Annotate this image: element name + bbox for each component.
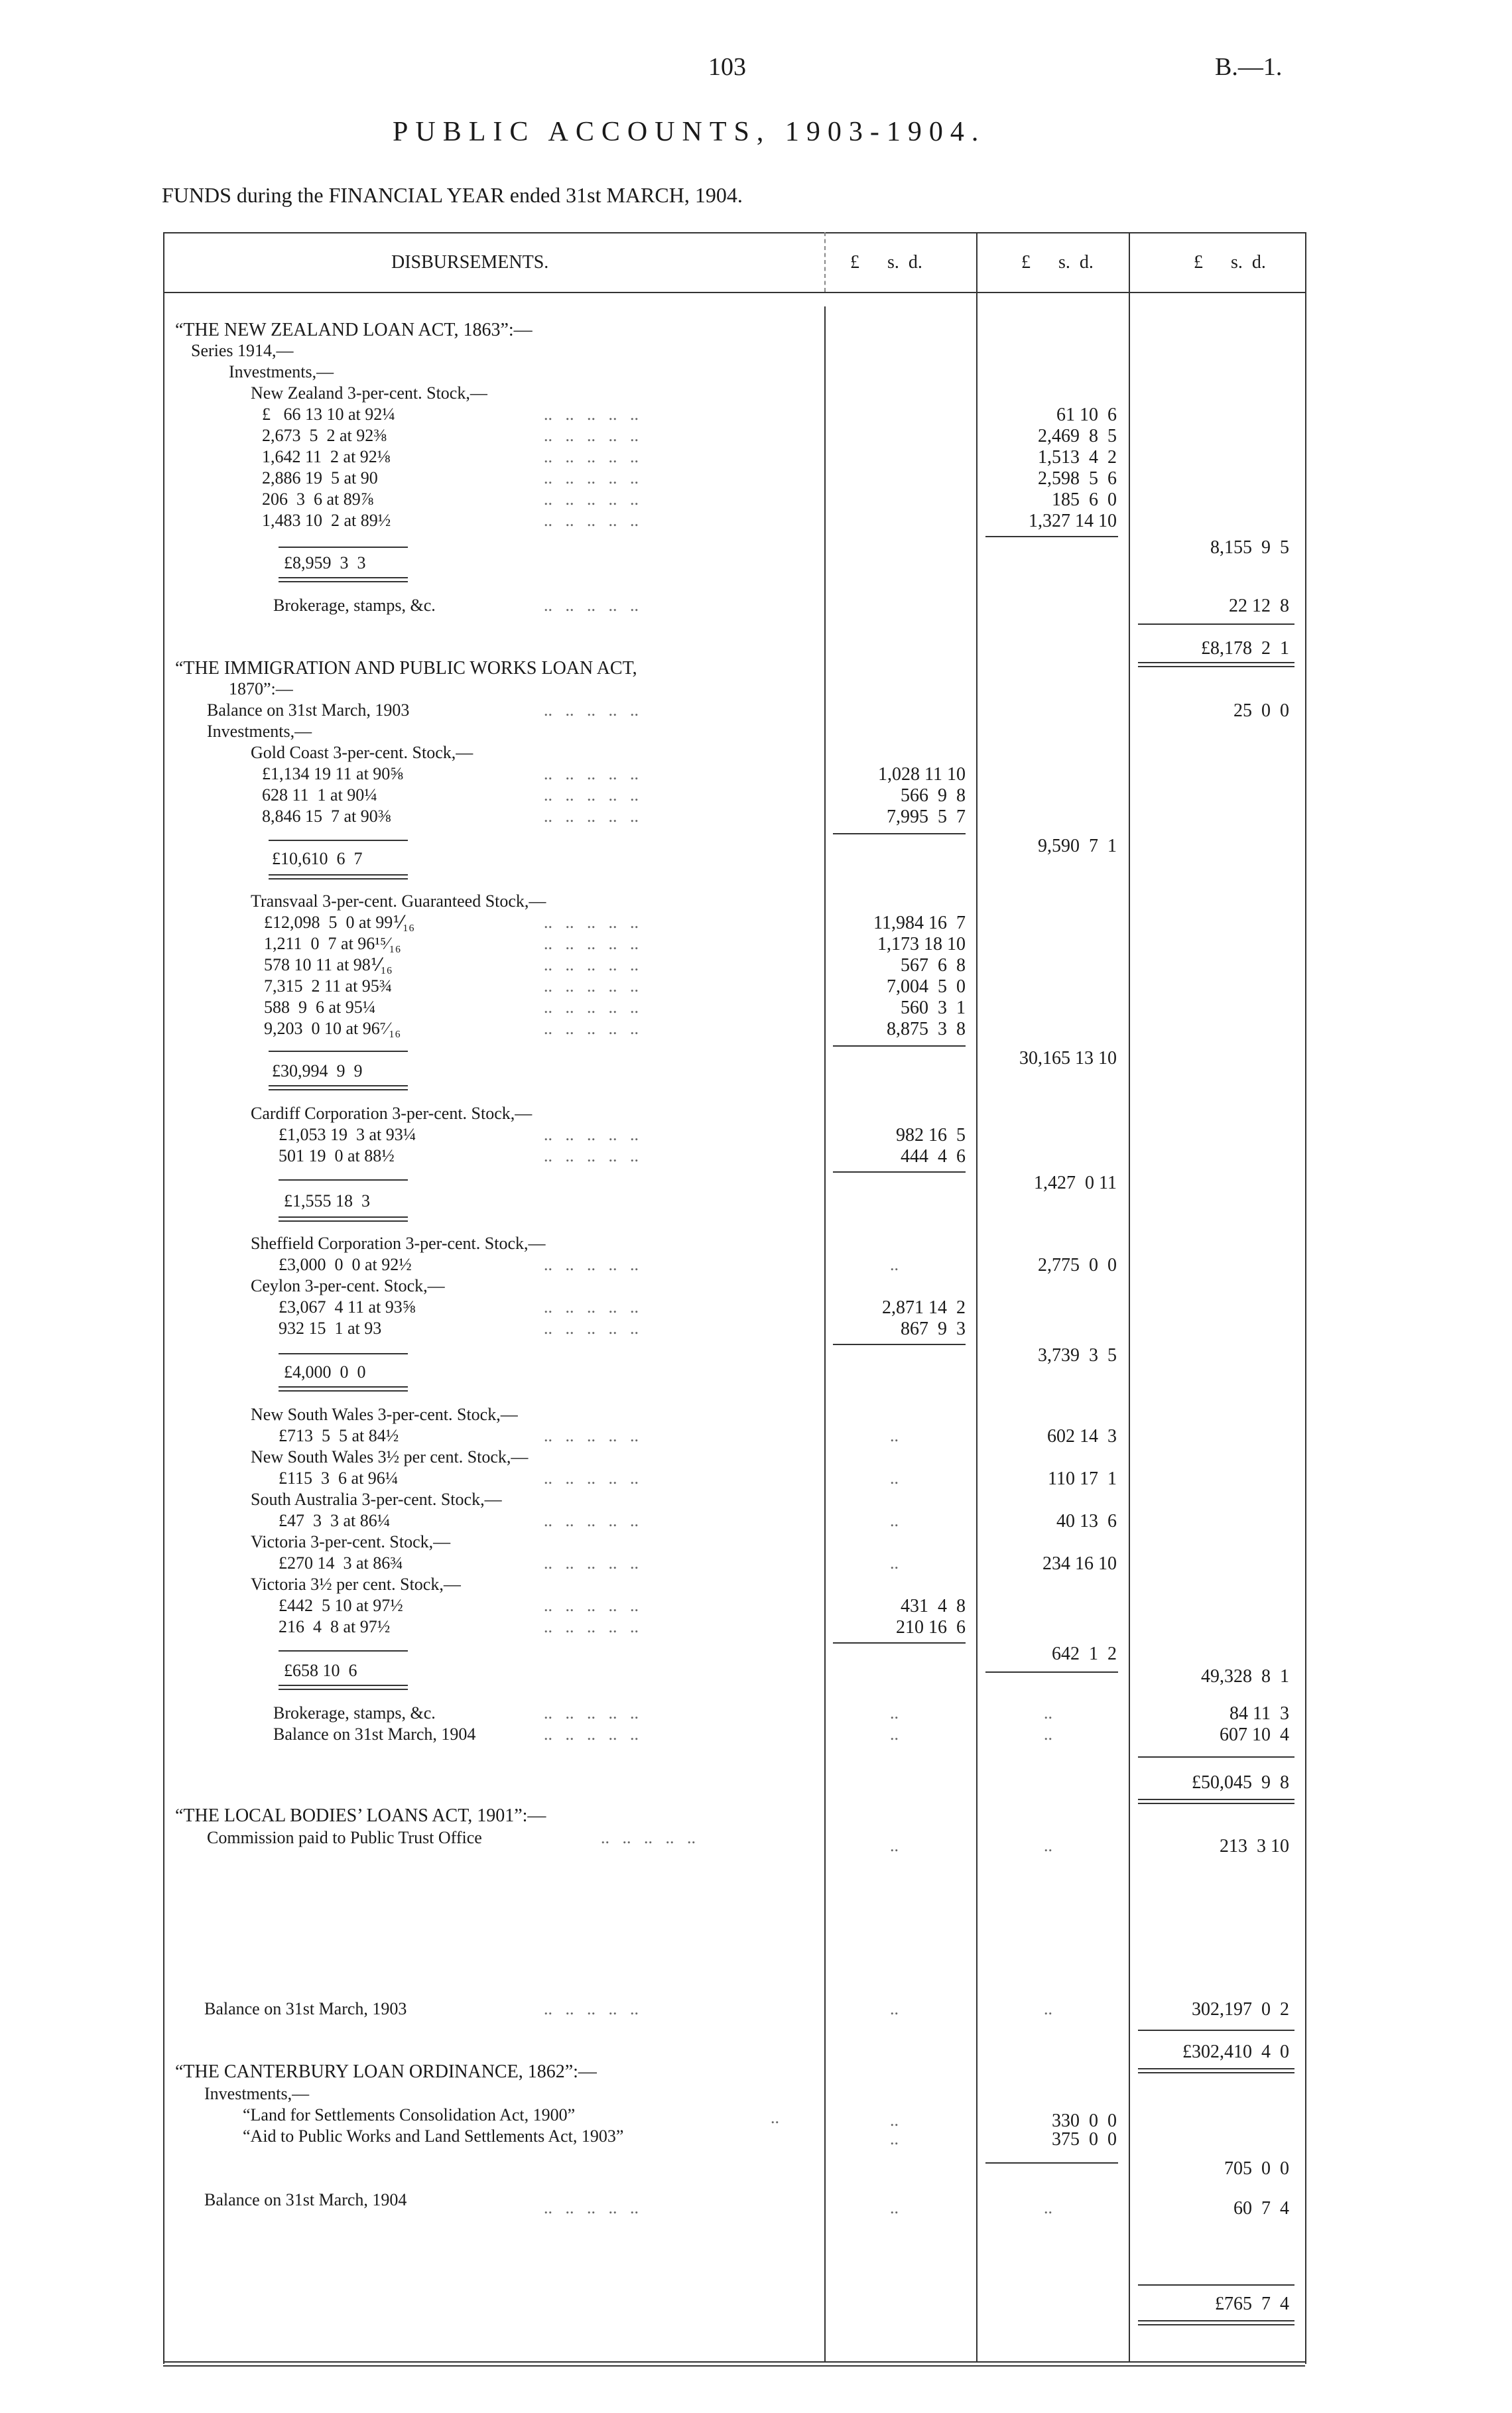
leader-dots: .. .. .. .. .. [544,1146,639,1165]
section-title: “THE IMMIGRATION AND PUBLIC WORKS LOAN ACT, [175,658,637,679]
nominal-total: £1,555 18 3 [284,1191,370,1210]
col-header-c1: £ s. d. [850,252,922,273]
leader-dots: .. [890,1725,899,1744]
amount-c2: 1,327 14 10 [1029,511,1117,531]
amount-c1: 444 4 6 [901,1146,966,1167]
section-total: £8,178 2 1 [1201,638,1289,659]
amount-c2: 110 17 1 [1048,1468,1117,1489]
stock-row: £115 3 6 at 96¼ [279,1468,399,1488]
double-rule [279,1685,408,1690]
stock-row: £3,067 4 11 at 93⅝ [279,1297,416,1317]
leader-dots: .. .. .. .. .. [544,1596,639,1615]
sum-rule [1138,2030,1294,2031]
stock-row: £270 14 3 at 86¾ [279,1553,403,1573]
brokerage-label: Brokerage, stamps, &c. [273,596,436,615]
sum-rule [279,547,408,548]
leader-dots: .. .. .. .. .. [544,955,639,974]
table-left-border [163,232,164,2364]
leader-dots: .. [771,2108,779,2127]
balance-c3: 302,197 0 2 [1192,1999,1289,2020]
stock-label: South Australia 3-per-cent. Stock,— [251,1490,502,1509]
brokerage-c3: 84 11 3 [1229,1703,1289,1724]
amount-c2: 1,513 4 2 [1038,447,1117,468]
amount-c2: 375 0 0 [1052,2129,1117,2150]
sum-rule [279,1353,408,1354]
sum-rule [833,833,966,834]
stock-label: Victoria 3-per-cent. Stock,— [251,1532,451,1551]
amount-c2: 30,165 13 10 [1019,1048,1117,1069]
sum-rule [1138,2284,1294,2286]
amount-c1: 2,871 14 2 [882,1297,966,1318]
sum-rule [833,1642,966,1644]
double-rule [1138,2068,1294,2073]
sum-rule [1138,1756,1294,1758]
commission-label: Commission paid to Public Trust Office [207,1828,482,1847]
nominal-total: £4,000 0 0 [284,1362,366,1382]
section-title-cont: 1870”:— [229,679,293,698]
amount-c2: 642 1 2 [1052,1644,1117,1664]
sum-rule [833,1045,966,1047]
amount-c1: 8,875 3 8 [887,1019,966,1039]
leader-dots: .. .. .. .. .. [544,1019,639,1038]
amount-c2: 3,739 3 5 [1038,1345,1117,1366]
leader-dots: .. .. .. .. .. [544,1725,639,1744]
amount-c1: 982 16 5 [896,1125,966,1145]
section-title: “THE LOCAL BODIES’ LOANS ACT, 1901”:— [175,1805,546,1826]
double-rule [279,1216,408,1222]
leader-dots: .. [890,2198,899,2217]
amount-c2: 40 13 6 [1056,1511,1117,1532]
stock-row: 1,211 0 7 at 96¹⁵⁄₁₆ [264,934,401,953]
stock-row: £713 5 5 at 84½ [279,1426,399,1445]
leader-dots: .. .. .. .. .. [544,785,639,805]
double-rule [1138,662,1294,667]
stock-row: 628 11 1 at 90¼ [262,785,377,805]
double-rule [1138,1799,1294,1804]
amount-c1: 566 9 8 [901,785,966,806]
leader-dots: .. .. .. .. .. [544,1297,639,1317]
stock-row: £47 3 3 at 86¼ [279,1511,391,1530]
amount-c1: 867 9 3 [901,1319,966,1339]
stock-label: Sheffield Corporation 3-per-cent. Stock,— [251,1234,546,1253]
section-total: £50,045 9 8 [1192,1772,1289,1793]
sum-rule [985,2162,1118,2164]
subtotal-c3: 705 0 0 [1224,2158,1289,2179]
sum-rule [985,1671,1118,1673]
leader-dots: .. .. .. .. .. [544,913,639,932]
leader-dots: .. .. .. .. .. [544,2198,639,2217]
leader-dots: .. .. .. .. .. [544,998,639,1017]
amount-c1: 210 16 6 [896,1617,966,1638]
stock-row: £12,098 5 0 at 99⅟₁₆ [264,913,415,932]
amount-c2: 2,598 5 6 [1038,468,1117,489]
leader-dots: .. [1044,2198,1052,2217]
amount-c2: 2,469 8 5 [1038,426,1117,446]
sum-rule [985,536,1118,537]
amount-c1: 7,004 5 0 [887,976,966,997]
amount-c1: 560 3 1 [901,998,966,1018]
amount-c1: 567 6 8 [901,955,966,976]
series-label: Series 1914,— [191,341,294,360]
stock-label: New South Wales 3-per-cent. Stock,— [251,1405,518,1424]
stock-row: 2,673 5 2 at 92⅜ [262,426,387,445]
stock-row: 206 3 6 at 89⅞ [262,489,374,509]
stock-row: £1,134 19 11 at 90⅝ [262,764,403,783]
balance-c3: 25 0 0 [1233,700,1289,721]
stock-row: 578 10 11 at 98⅟₁₆ [264,955,393,974]
table-bottom-border [163,2361,1305,2367]
leader-dots: .. .. .. .. .. [544,447,639,466]
nominal-total: £30,994 9 9 [272,1061,363,1080]
leader-dots: .. .. .. .. .. [601,1828,696,1847]
page-subtitle: FUNDS during the FINANCIAL YEAR ended 31st MARCH, 1904. [162,183,743,207]
stock-label: New Zealand 3-per-cent. Stock,— [251,383,487,403]
nominal-total: £658 10 6 [284,1661,357,1680]
balance-label: Balance on 31st March, 1904 [273,1725,476,1744]
stock-row: £ 66 13 10 at 92¼ [262,405,395,424]
leader-dots: .. .. .. .. .. [544,1703,639,1723]
page-title: PUBLIC ACCOUNTS, 1903-1904. [393,117,986,147]
subtotal-c3: 49,328 8 1 [1201,1666,1289,1687]
stock-row: £1,053 19 3 at 93¼ [279,1125,416,1144]
balance-c3: 607 10 4 [1220,1725,1289,1745]
leader-dots: .. [890,2111,899,2130]
subtotal-c3: 8,155 9 5 [1210,537,1289,558]
table-right-border [1305,232,1306,2364]
leader-dots: .. .. .. .. .. [544,489,639,509]
sum-rule [269,840,408,841]
stock-row: £442 5 10 at 97½ [279,1596,403,1615]
leader-dots: .. [1044,1836,1052,1855]
sum-rule [269,1051,408,1052]
leader-dots: .. .. .. .. .. [544,976,639,996]
leader-dots: .. .. .. .. .. [544,468,639,488]
stock-label: Gold Coast 3-per-cent. Stock,— [251,743,473,762]
stock-row: £3,000 0 0 at 92½ [279,1255,412,1274]
leader-dots: .. [890,1703,899,1723]
amount-c2: 234 16 10 [1042,1553,1117,1574]
column-divider [824,232,826,292]
leader-dots: .. [890,1999,899,2018]
leader-dots: .. .. .. .. .. [544,1255,639,1274]
nominal-total: £8,959 3 3 [284,553,366,572]
amount-c1: 1,173 18 10 [877,934,966,954]
sum-rule [279,1179,408,1181]
balance-label: Balance on 31st March, 1904 [204,2190,407,2209]
column-divider [976,232,977,2361]
sum-rule [279,1650,408,1652]
leader-dots: .. .. .. .. .. [544,1319,639,1338]
amount-c1: 11,984 16 7 [873,913,966,933]
leader-dots: .. [890,2129,899,2148]
stock-row: 7,315 2 11 at 95¾ [264,976,393,996]
column-divider [824,306,826,2361]
leader-dots: .. [890,1468,899,1488]
balance-c3: 60 7 4 [1233,2198,1289,2219]
stock-row: 9,203 0 10 at 96⁷⁄₁₆ [264,1019,401,1038]
column-divider [1129,232,1130,2361]
nominal-total: £10,610 6 7 [272,849,363,868]
balance-label: Balance on 31st March, 1903 [204,1999,407,2018]
stock-row: 932 15 1 at 93 [279,1319,382,1338]
investments-label: Investments,— [204,2084,310,2103]
stock-label: Ceylon 3-per-cent. Stock,— [251,1276,445,1295]
double-rule [279,577,408,582]
leader-dots: .. [1044,1999,1052,2018]
section-title: “THE NEW ZEALAND LOAN ACT, 1863”:— [175,320,533,340]
col-header-c2: £ s. d. [1021,252,1094,273]
stock-label: New South Wales 3½ per cent. Stock,— [251,1447,529,1467]
balance-label: Balance on 31st March, 1903 [207,700,410,720]
double-rule [1138,2320,1294,2325]
brokerage-label: Brokerage, stamps, &c. [273,1703,436,1723]
leader-dots: .. .. .. .. .. [544,764,639,783]
amount-c2: 330 0 0 [1052,2111,1117,2131]
leader-dots: .. .. .. .. .. [544,405,639,424]
leader-dots: .. .. .. .. .. [544,596,639,615]
amount-c2: 1,427 0 11 [1034,1173,1117,1193]
stock-row: 8,846 15 7 at 90⅜ [262,807,391,826]
brokerage-c3: 22 12 8 [1229,596,1289,616]
leader-dots: .. .. .. .. .. [544,934,639,953]
leader-dots: .. .. .. .. .. [544,700,639,720]
col-header-c3: £ s. d. [1194,252,1266,273]
leader-dots: .. .. .. .. .. [544,807,639,826]
stock-row: 1,642 11 2 at 92⅛ [262,447,391,466]
leader-dots: .. .. .. .. .. [544,426,639,445]
investments-label: Investments,— [229,362,334,381]
leader-dots: .. [890,1255,899,1274]
stock-row: 216 4 8 at 97½ [279,1617,391,1636]
leader-dots: .. [1044,1703,1052,1723]
leader-dots: .. .. .. .. .. [544,1468,639,1488]
header-bottom-border [163,292,1305,293]
investment-row: “Aid to Public Works and Land Settlements Act, 1903” [243,2126,624,2146]
amount-c1: 431 4 8 [901,1596,966,1616]
double-rule [269,1085,408,1090]
commission-c3: 213 3 10 [1220,1836,1289,1857]
leader-dots: .. [890,1511,899,1530]
leader-dots: .. [890,1426,899,1445]
amount-c2: 185 6 0 [1052,489,1117,510]
leader-dots: .. .. .. .. .. [544,1511,639,1530]
investments-label: Investments,— [207,722,312,741]
sum-rule [833,1344,966,1345]
leader-dots: .. .. .. .. .. [544,1617,639,1636]
leader-dots: .. .. .. .. .. [544,1999,639,2018]
double-rule [269,874,408,880]
amount-c1: 7,995 5 7 [887,807,966,827]
stock-row: 588 9 6 at 95¼ [264,998,376,1017]
stock-row: 501 19 0 at 88½ [279,1146,395,1165]
sum-rule [833,1171,966,1173]
amount-c1: 1,028 11 10 [878,764,966,785]
document-reference: B.—1. [1215,53,1283,81]
sum-rule [1138,623,1294,625]
stock-row: 1,483 10 2 at 89½ [262,511,391,530]
leader-dots: .. [890,1553,899,1573]
amount-c2: 2,775 0 0 [1038,1255,1117,1275]
table-top-border [163,232,1305,233]
stock-label: Transvaal 3-per-cent. Guaranteed Stock,— [251,891,546,911]
page-number: 103 [708,53,746,81]
double-rule [279,1386,408,1392]
stock-label: Cardiff Corporation 3-per-cent. Stock,— [251,1104,533,1123]
amount-c2: 61 10 6 [1056,405,1117,425]
amount-c2: 9,590 7 1 [1038,836,1117,856]
stock-row: 2,886 19 5 at 90 [262,468,378,488]
leader-dots: .. [890,1836,899,1855]
section-title: “THE CANTERBURY LOAN ORDINANCE, 1862”:— [175,2061,597,2082]
col-header-disbursements: DISBURSEMENTS. [391,252,549,273]
stock-label: Victoria 3½ per cent. Stock,— [251,1575,461,1594]
leader-dots: .. [1044,1725,1052,1744]
leader-dots: .. .. .. .. .. [544,1553,639,1573]
investment-row: “Land for Settlements Consolidation Act, 1900” [243,2105,576,2124]
leader-dots: .. .. .. .. .. [544,511,639,530]
leader-dots: .. .. .. .. .. [544,1125,639,1144]
section-total: £302,410 4 0 [1182,2042,1289,2062]
leader-dots: .. .. .. .. .. [544,1426,639,1445]
amount-c2: 602 14 3 [1047,1426,1117,1447]
section-total: £765 7 4 [1215,2294,1289,2314]
